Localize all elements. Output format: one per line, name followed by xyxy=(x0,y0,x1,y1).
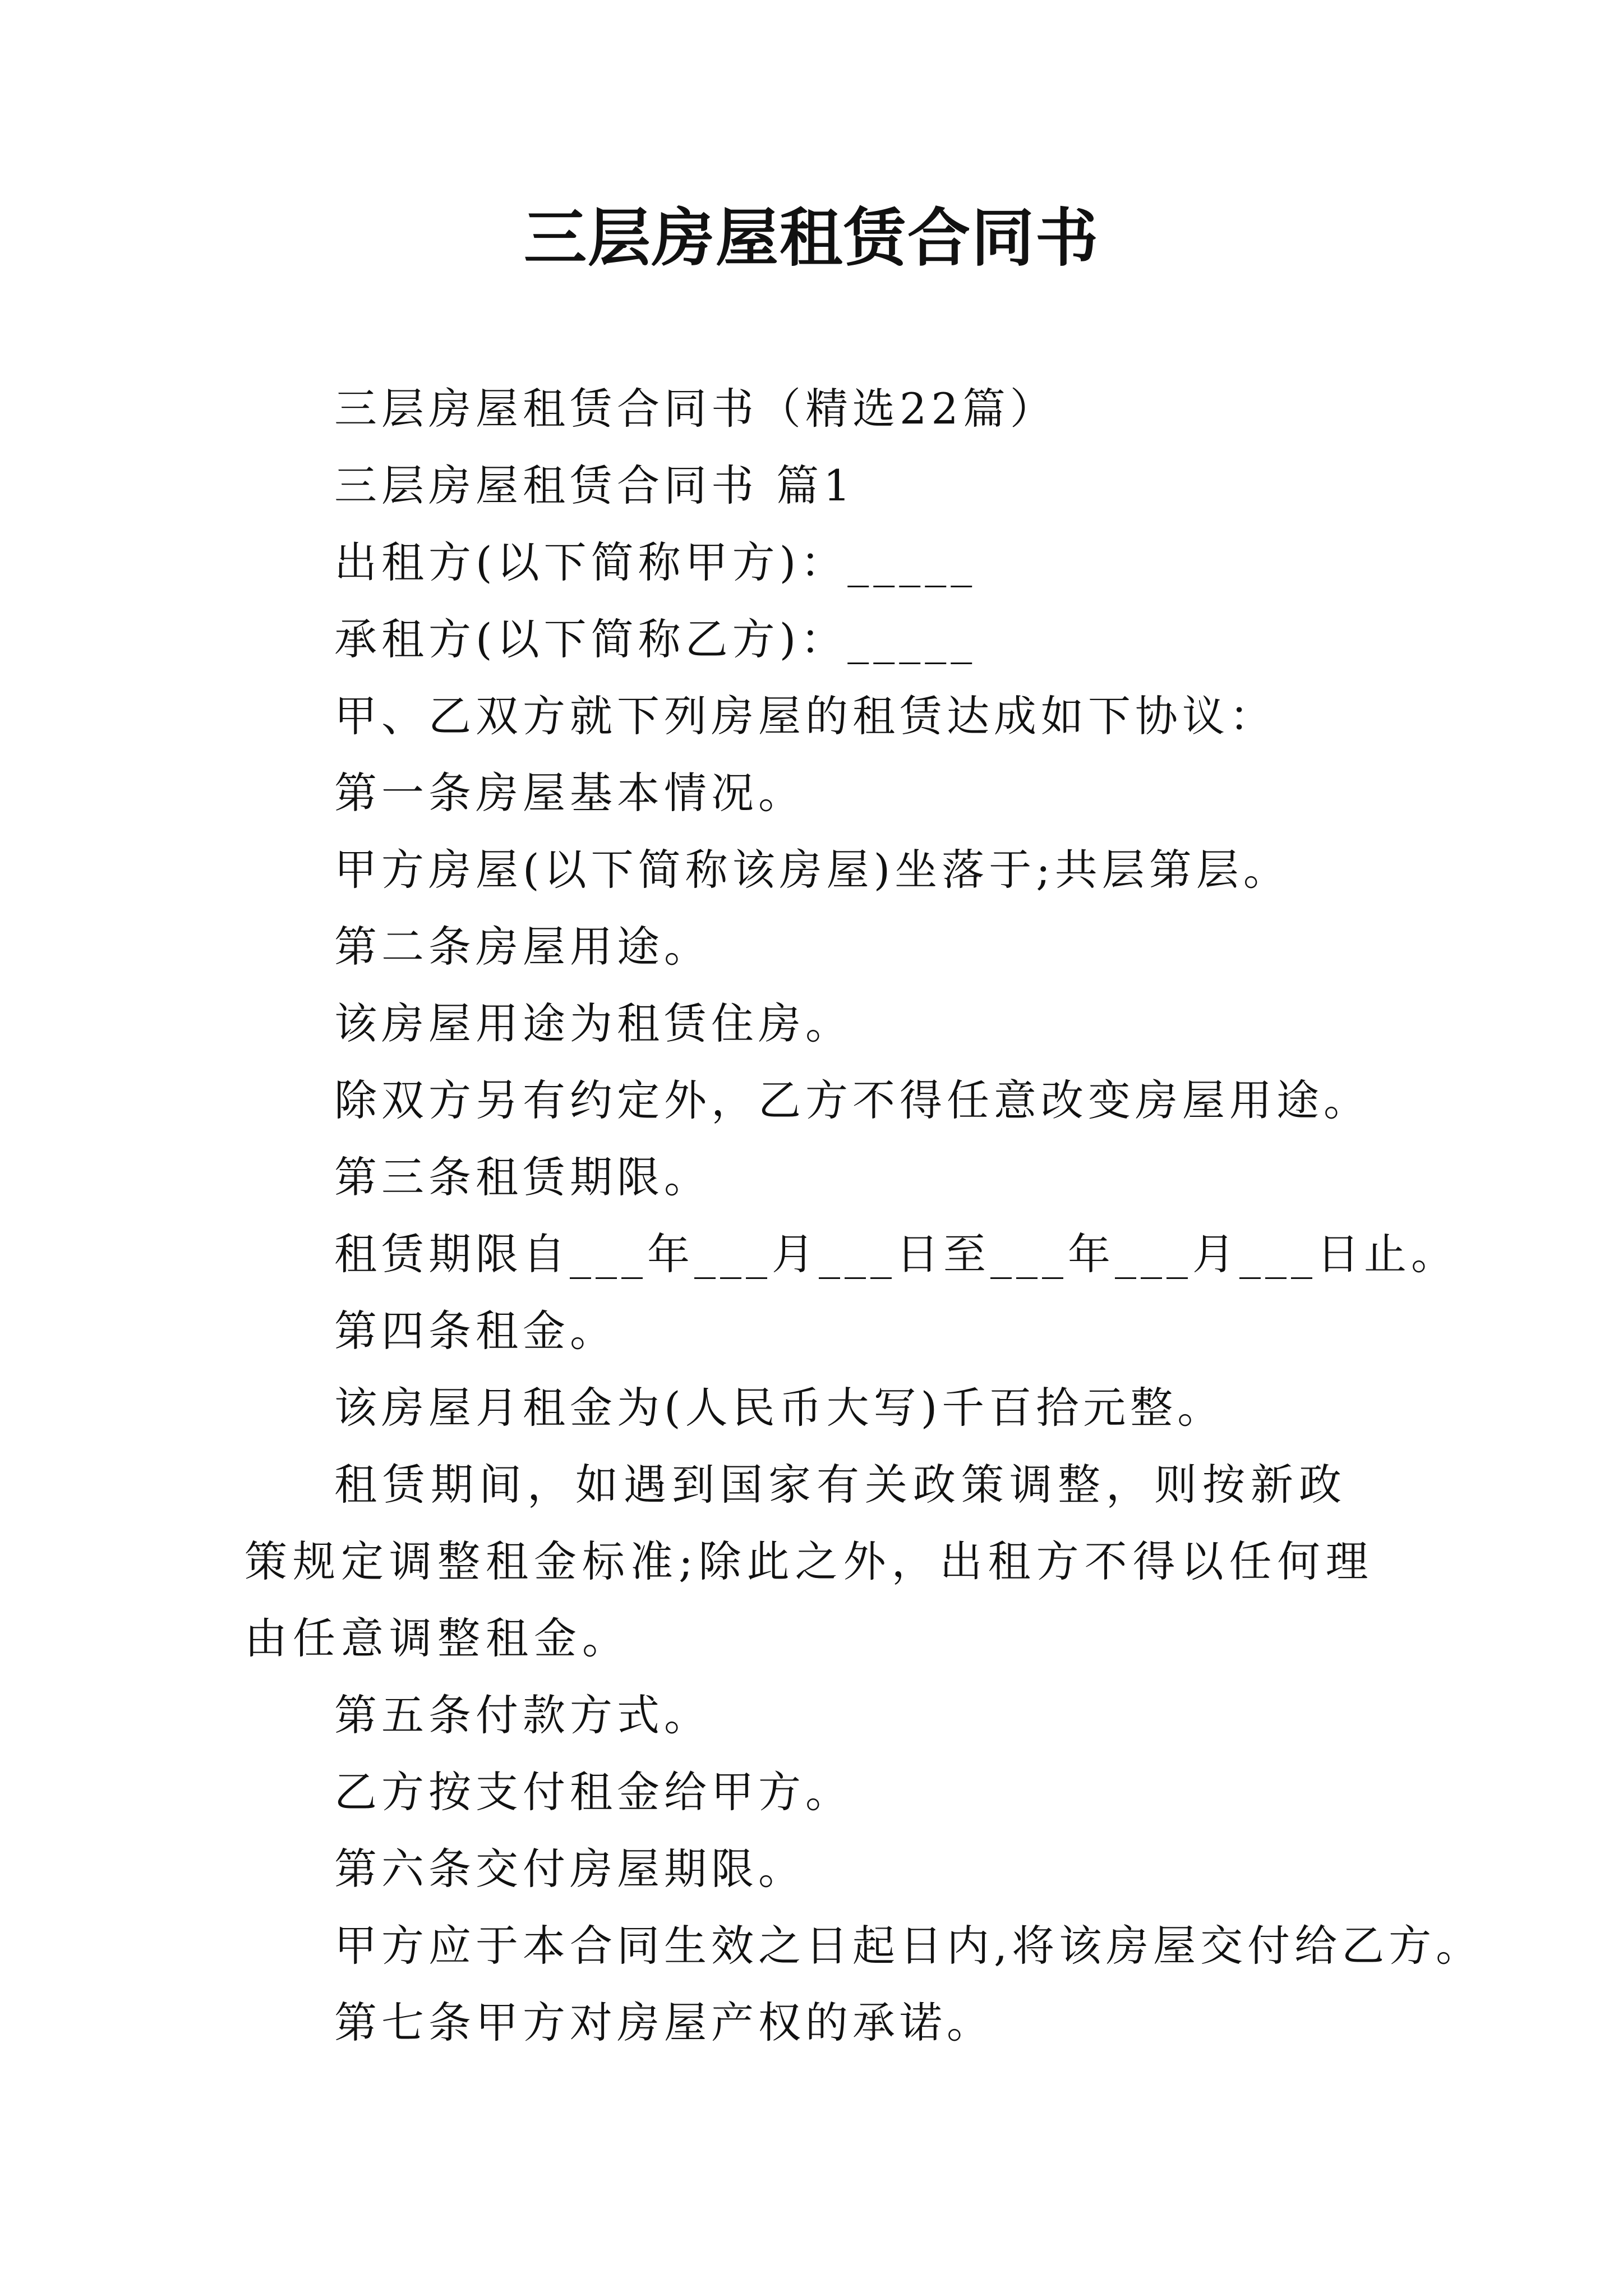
article-1-text: 甲方房屋(以下简称该房屋)坐落于;共层第层。 xyxy=(334,845,1290,895)
article-2-text: 该房屋用途为租赁住房。 xyxy=(334,999,852,1048)
section-heading: 三层房屋租赁合同书 篇1 xyxy=(334,461,855,510)
article-6-text: 甲方应于本合同生效之日起日内,将该房屋交付给乙方。 xyxy=(334,1921,1483,1971)
article-1-heading: 第一条房屋基本情况。 xyxy=(334,768,805,818)
agreement-intro: 甲、乙双方就下列房屋的租赁达成如下协议： xyxy=(334,691,1276,741)
article-7-heading: 第七条甲方对房屋产权的承诺。 xyxy=(334,1998,994,2047)
article-2-heading: 第二条房屋用途。 xyxy=(334,922,711,972)
article-4-paragraph: 租赁期间，如遇到国家有关政策调整，则按新政策规定调整租金标准;除此之外，出租方不得以任何理由任意调整租金。 xyxy=(245,1460,1374,1663)
article-2-text-2: 除双方另有约定外，乙方不得任意改变房屋用途。 xyxy=(334,1075,1371,1125)
article-4-text: 该房屋月租金为(人民币大写)千百拾元整。 xyxy=(334,1383,1225,1433)
article-6-heading: 第六条交付房屋期限。 xyxy=(334,1844,805,1894)
article-5-text: 乙方按支付租金给甲方。 xyxy=(334,1767,852,1817)
article-3-text: 租赁期限自___年___月___日至___年___月___日止。 xyxy=(334,1229,1458,1279)
article-4-heading: 第四条租金。 xyxy=(334,1306,617,1356)
lessee-line: 承租方(以下简称乙方)：_____ xyxy=(334,614,977,664)
document-body xyxy=(245,370,1483,2061)
subtitle-line: 三层房屋租赁合同书（精选22篇） xyxy=(334,384,1057,434)
article-3-heading: 第三条租赁期限。 xyxy=(334,1152,711,1202)
article-5-heading: 第五条付款方式。 xyxy=(334,1690,711,1740)
document-title: 三层房屋租赁合同书 xyxy=(524,201,1099,275)
lessor-line: 出租方(以下简称甲方)：_____ xyxy=(334,537,977,587)
